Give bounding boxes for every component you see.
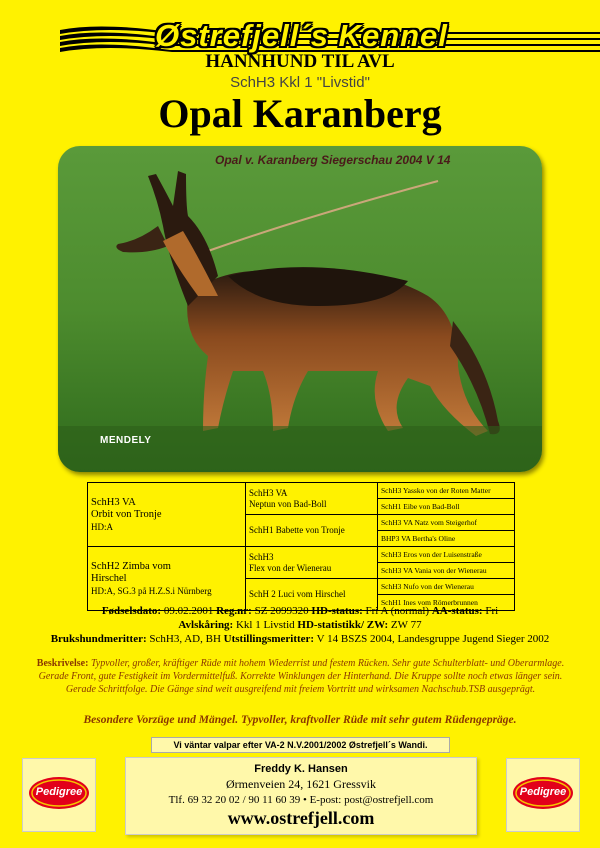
photographer-credit: MENDELY [100, 435, 152, 446]
pedigree-gen2-2: SchH1 Babette von Tronje [246, 515, 378, 547]
pedigree-gen2-1: SchH3 VA Neptun von Bad-Boll [246, 483, 378, 515]
info-line-3: Brukshundmeritter: SchH3, AD, BH Utstillingsmeritter: V 14 BSZS 2004, Landesgruppe Jugend Sieger 2002 [50, 633, 550, 645]
pedigree-gen2-3: SchH3 Flex von der Wienerau [246, 547, 378, 579]
pedigree-gen3-8: SchH1 Ines vom Römerbrunnen [378, 595, 515, 611]
pedigree-gen3-5: SchH3 Eros von der Luisenstraße [378, 547, 515, 563]
pedigree-gen3-3: SchH3 VA Natz vom Steigerhof [378, 515, 515, 531]
pedigree-gen3-4: BHP3 VA Bertha's Oline [378, 531, 515, 547]
info-line-2: Avlskåring: Kkl 1 Livstid HD-statistikk/ ZW: ZW 77 [178, 619, 422, 631]
description: Beskrivelse: Typvoller, großer, kräftiger Rüde mit hohem Wiederrist und festem Rücken. Sehr gute Schulterblatt- und Oberarmlage. Gerade Front, gute Festigkeit im Vordermittelfuß. Korrekte Winklungen der Hinterhand. Die Kruppe sollte noch etwas länger sein. Gerade Schrittfolge. Die Gänge sind weit ausgreifend mit freiem Vortritt und wirksamen Nachschub.TSB ausgeprägt. [36, 658, 565, 695]
dog-photo [58, 146, 542, 472]
info-line-1: Fødselsdato: 09.02.2001 Reg.nr: SZ 2099320 HD-status: Fri A (normal) AA-status: Fri [101, 605, 499, 617]
kennel-banner [30, 8, 575, 53]
pedigree-gen3-6: SchH3 VA Vania von der Wienerau [378, 563, 515, 579]
contact-address: Ørmenveien 24, 1621 Gressvik [226, 777, 376, 791]
pedigree-logo-right: Pedigree [506, 758, 580, 832]
dog-name: Opal Karanberg [158, 91, 442, 136]
pedigree-dam: SchH2 Zimba vom Hirschel HD:A, SG.3 på H.Z.S.i Nürnberg [88, 547, 246, 611]
contact-box [125, 757, 477, 835]
pedigree-gen3-1: SchH3 Yassko von der Roten Matter [378, 483, 515, 499]
litter-note: Vi väntar valpar efter VA-2 N.V.2001/2002 Østrefjell´s Wandi. [151, 737, 450, 753]
pedigree-gen3-7: SchH3 Nufo von der Wienerau [378, 579, 515, 595]
page-subtitle: HANNHUND TIL AVL [205, 51, 395, 72]
pedigree-gen2-4: SchH 2 Luci vom Hirschel [246, 579, 378, 611]
description-summary: Besondere Vorzüge und Mängel. Typvoller, kraftvoller Rüde mit sehr gutem Rüdengepräge. [83, 714, 517, 726]
photo-caption: Opal v. Karanberg Siegerschau 2004 V 14 [215, 153, 451, 167]
pedigree-logo-left: Pedigree [22, 758, 96, 832]
pedigree-sire: SchH3 VA Orbit von Tronje HD:A [88, 483, 246, 547]
dog-titles: SchH3 Kkl 1 "Livstid" [230, 74, 370, 91]
website-link[interactable]: www.ostrefjell.com [227, 808, 375, 828]
pedigree-gen3-2: SchH1 Eibe von Bad-Boll [378, 499, 515, 515]
contact-phone: Tlf. 69 32 20 02 / 90 11 60 39 • E-post: post@ostrefjell.com [168, 794, 434, 806]
german-shepherd-illustration [58, 146, 542, 472]
contact-name: Freddy K. Hansen [254, 763, 348, 775]
kennel-name: Østrefjell´s Kennel [155, 18, 448, 53]
pedigree-table [87, 482, 515, 611]
